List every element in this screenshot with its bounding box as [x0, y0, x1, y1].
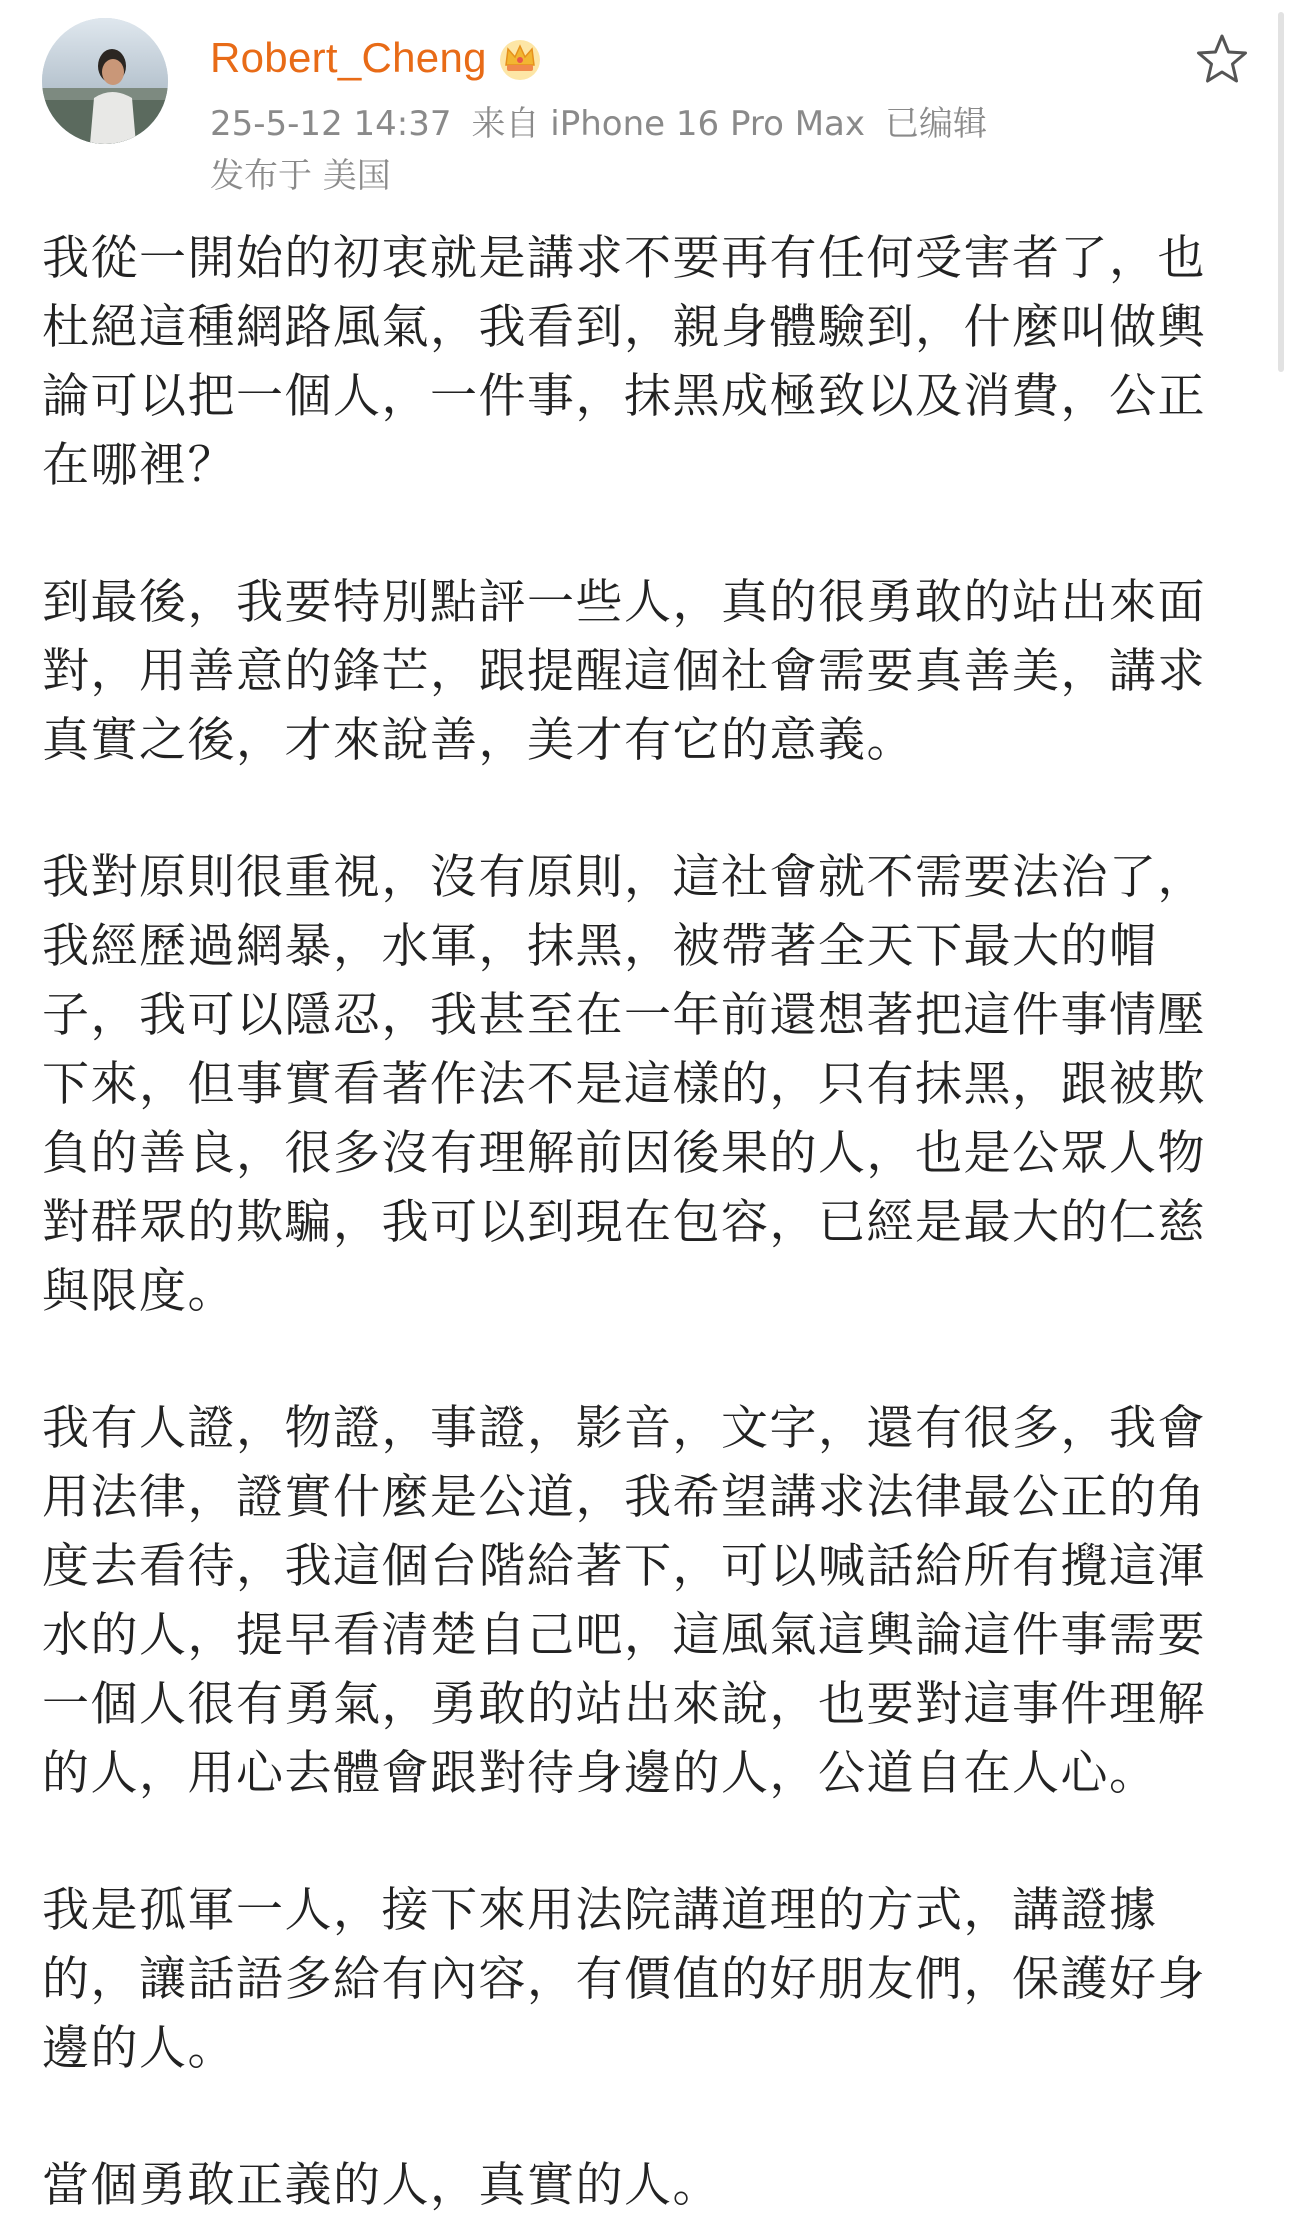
post-paragraph: 我從一開始的初衷就是講求不要再有任何受害者了，也杜絕這種網路風氣，我看到，親身體驗到，什麼叫做輿論可以把一個人，一件事，抹黑成極致以及消費，公正在哪裡？ — [42, 231, 1206, 493]
username-link[interactable]: Robert_Cheng — [210, 34, 487, 81]
post-paragraph: 我是孤軍一人，接下來用法院講道理的方式，講證據的，讓話語多給有內容，有價值的好朋友們，保護好身邊的人。 — [42, 1883, 1206, 2076]
vip-crown-icon[interactable] — [497, 35, 543, 81]
post-timestamp: 25-5-12 14:37 — [210, 104, 452, 144]
post-source[interactable]: 来自 iPhone 16 Pro Max — [471, 104, 865, 144]
user-avatar[interactable] — [42, 18, 168, 144]
post-meta — [210, 96, 987, 145]
scrollbar[interactable] — [1278, 12, 1284, 372]
edited-label[interactable]: 已编辑 — [885, 104, 987, 144]
username-row — [210, 28, 543, 88]
post-paragraph: 我有人證，物證，事證，影音，文字，還有很多，我會用法律，證實什麼是公道，我希望講求法律最公正的角度去看待，我這個台階給著下，可以喊話給所有攪這渾水的人，提早看清楚自己吧，這風氣這輿論這件事需要一個人很有勇氣，勇敢的站出來說，也要對這事件理解的人，用心去體會跟對待身邊的人，公道自在人心。 — [42, 1401, 1206, 1801]
post-paragraph: 當個勇敢正義的人，真實的人。 — [42, 2158, 721, 2213]
post-paragraph: 到最後，我要特別點評一些人，真的很勇敢的站出來面對，用善意的鋒芒，跟提醒這個社會需要真善美，講求真實之後，才來說善，美才有它的意義。 — [42, 575, 1206, 768]
post-location: 发布于 美国 — [210, 156, 391, 196]
star-outline-icon[interactable] — [1192, 30, 1252, 90]
post-body — [42, 224, 1242, 2220]
avatar-photo — [42, 18, 168, 144]
post-paragraph: 我對原則很重視，沒有原則，這社會就不需要法治了，我經歷過網暴，水軍，抹黑，被帶著全天下最大的帽子，我可以隱忍，我甚至在一年前還想著把這件事情壓下來，但事實看著作法不是這樣的，只有抹黑，跟被欺負的善良，很多沒有理解前因後果的人，也是公眾人物對群眾的欺騙，我可以到現在包容，已經是最大的仁慈與限度。 — [42, 850, 1206, 1319]
